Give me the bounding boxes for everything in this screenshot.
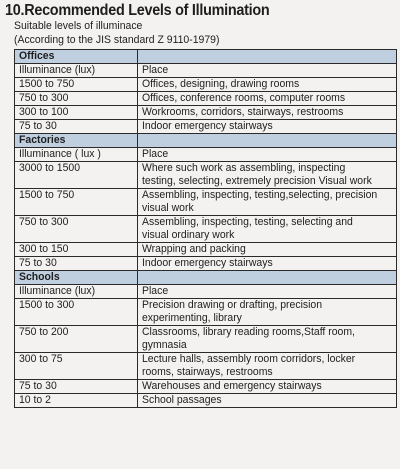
table-row [15,216,397,243]
column-header-place: Place [138,64,397,78]
section-name: Factories [15,134,138,148]
illuminance-cell: 300 to 100 [15,106,138,120]
place-cell: Workrooms, corridors, stairways, restrooms [138,106,397,120]
section-header-schools [15,271,397,285]
illuminance-cell: 75 to 30 [15,380,138,394]
table-row [15,78,397,92]
column-header-row [15,64,397,78]
place-cell: School passages [138,394,397,408]
table-row [15,162,397,189]
table-row [15,326,397,353]
column-header-illuminance: Illuminance (lux) [15,64,138,78]
table-row [15,394,397,408]
table-row [15,257,397,271]
illuminance-cell: 1500 to 750 [15,78,138,92]
place-cell: Wrapping and packing [138,243,397,257]
section-header-offices [15,50,397,64]
illuminance-cell: 3000 to 1500 [15,162,138,189]
place-cell: Offices, designing, drawing rooms [138,78,397,92]
table-row [15,189,397,216]
place-cell: Indoor emergency stairways [138,257,397,271]
illuminance-cell: 300 to 150 [15,243,138,257]
table-row [15,243,397,257]
table-row [15,106,397,120]
place-cell: Assembling, inspecting, testing,selecting, precision visual work [138,189,397,216]
place-cell: Precision drawing or drafting, precision experimenting, library [138,299,397,326]
section-header-factories [15,134,397,148]
illuminance-cell: 75 to 30 [15,257,138,271]
illuminance-cell: 10 to 2 [15,394,138,408]
column-header-row [15,285,397,299]
page-subtitle: Suitable levels of illuminace [14,20,143,32]
section-name: Offices [15,50,138,64]
column-header-illuminance: Illuminance (lux) [15,285,138,299]
place-cell: Indoor emergency stairways [138,120,397,134]
table-row [15,92,397,106]
table-row [15,380,397,394]
place-cell: Where such work as assembling, inspecting testing, selecting, extremely precision Visual work [138,162,397,189]
section-name: Schools [15,271,138,285]
column-header-row [15,148,397,162]
standard-note: (According to the JIS standard Z 9110-1979) [14,34,220,46]
illuminance-cell: 300 to 75 [15,353,138,380]
illuminance-cell: 750 to 300 [15,92,138,106]
place-cell: Classrooms, library reading rooms,Staff room, gymnasia [138,326,397,353]
place-cell: Warehouses and emergency stairways [138,380,397,394]
section-fill [138,271,397,285]
column-header-place: Place [138,285,397,299]
table-row [15,353,397,380]
illuminance-cell: 75 to 30 [15,120,138,134]
place-cell: Lecture halls, assembly room corridors, locker rooms, stairways, restrooms [138,353,397,380]
section-fill [138,134,397,148]
section-fill [138,50,397,64]
column-header-illuminance: Illuminance ( lux ) [15,148,138,162]
illuminance-cell: 750 to 300 [15,216,138,243]
illuminance-cell: 1500 to 300 [15,299,138,326]
table-row [15,120,397,134]
place-cell: Offices, conference rooms, computer rooms [138,92,397,106]
table-row [15,299,397,326]
illuminance-cell: 750 to 200 [15,326,138,353]
page-title: 10.Recommended Levels of Illumination [5,2,270,19]
column-header-place: Place [138,148,397,162]
illumination-table [14,49,397,408]
place-cell: Assembling, inspecting, testing, selecting and visual ordinary work [138,216,397,243]
illuminance-cell: 1500 to 750 [15,189,138,216]
